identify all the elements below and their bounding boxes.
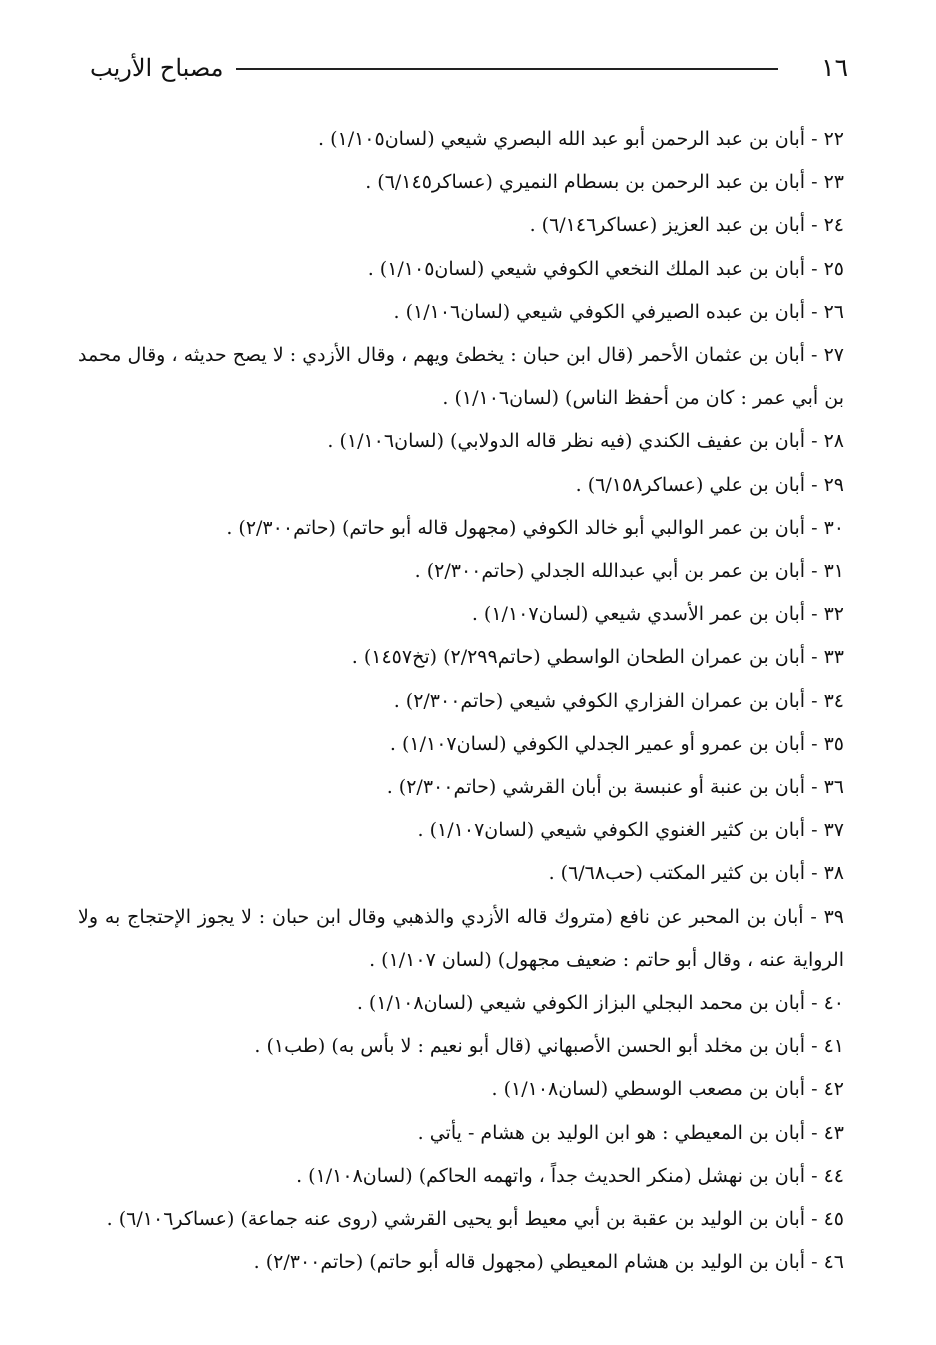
list-item: ٣٧ - أبان بن كثير الغنوي الكوفي شيعي (لسان١/١٠٧) . [417, 819, 844, 842]
list-item: ٣٦ - أبان بن عنبة أو عنبسة بن أبان القرشي (حاتم٢/٣٠٠) . [386, 776, 844, 799]
list-item: ٤٣ - أبان بن المعيطي : هو ابن الوليد بن هشام - يأتي . [417, 1121, 844, 1144]
list-item: ٣٤ - أبان بن عمران الفزاري الكوفي شيعي (حاتم٢/٣٠٠) . [393, 689, 844, 712]
list-item: ٢٤ - أبان بن عبد العزيز (عساكر٦/١٤٦) . [529, 214, 844, 237]
header-rule [236, 68, 778, 70]
list-item: ٣٨ - أبان بن كثير المكتب (حب٦/٦٨) . [548, 862, 844, 885]
list-item: ٤٠ - أبان بن محمد البجلي البزاز الكوفي شيعي (لسان١/١٠٨) . [356, 992, 844, 1015]
list-item: ٣٥ - أبان بن عمرو أو عمير الجدلي الكوفي (لسان١/١٠٧) . [389, 732, 844, 755]
list-item: ٣٣ - أبان بن عمران الطحان الواسطي (حاتم٢/٢٩٩) (تخ١٤٥٧) . [351, 646, 844, 669]
list-item: ٣٩ - أبان بن المحبر عن نافع (متروك قاله الأزدي والذهبي وقال ابن حبان : لا يجوز الإحتجاج به ولا الرواية عنه ، وقال أبو حاتم : ضعيف مجهول) (لسان ١/١٠٧) . [78, 905, 844, 971]
list-item: ٢٦ - أبان بن عبده الصيرفي الكوفي شيعي (لسان١/١٠٦) . [393, 300, 844, 323]
list-item: ٤٦ - أبان بن الوليد بن هشام المعيطي (مجهول قاله أبو حاتم) (حاتم٢/٣٠٠) . [253, 1251, 844, 1274]
list-item: ٢٧ - أبان بن عثمان الأحمر (قال ابن حبان : يخطئ ويهم ، وقال الأزدي : لا يصح حديثه ، وقال محمد بن أبي عمر : كان من أحفظ الناس) (لسان١/١٠٦) . [78, 344, 844, 410]
list-item: ٢٩ - أبان بن علي (عساكر٦/١٥٨) . [575, 473, 844, 496]
list-item: ٢٨ - أبان بن عفيف الكندي (فيه نظر قاله الدولابي) (لسان١/١٠٦) . [327, 430, 844, 453]
list-item: ٣١ - أبان بن عمر بن أبي عبدالله الجدلي (حاتم٢/٣٠٠) . [414, 560, 844, 583]
list-item: ٤٤ - أبان بن نهشل (منكر الحديث جداً ، واتهمه الحاكم) (لسان١/١٠٨) . [296, 1164, 844, 1187]
list-item: ٢٥ - أبان بن عبد الملك النخعي الكوفي شيعي (لسان١/١٠٥) . [367, 257, 844, 280]
list-item: ٤١ - أبان بن مخلد أبو الحسن الأصبهاني (قال أبو نعيم : لا بأس به) (طب١) . [254, 1035, 844, 1058]
list-item: ٤٥ - أبان بن الوليد بن عقبة بن أبي معيط أبو يحيى القرشي (روى عنه جماعة) (عساكر٦/١٠٦) . [106, 1208, 844, 1231]
list-item: ٤٢ - أبان بن مصعب الوسطي (لسان١/١٠٨) . [491, 1078, 844, 1101]
list-item: ٣٢ - أبان بن عمر الأسدي شيعي (لسان١/١٠٧) . [471, 603, 844, 626]
list-item: ٢٣ - أبان بن عبد الرحمن بن بسطام النميري (عساكر٦/١٤٥) . [365, 171, 844, 194]
page-number: ١٦ [821, 53, 848, 82]
list-item: ٣٠ - أبان بن عمر الوالبي أبو خالد الكوفي (مجهول قاله أبو حاتم) (حاتم٢/٣٠٠) . [226, 516, 844, 539]
book-title: مصباح الأريب [90, 54, 224, 82]
page-header [90, 48, 848, 88]
list-item: ٢٢ - أبان بن عبد الرحمن أبو عبد الله البصري شيعي (لسان١/١٠٥) . [317, 128, 844, 150]
entry-list [78, 118, 844, 1284]
